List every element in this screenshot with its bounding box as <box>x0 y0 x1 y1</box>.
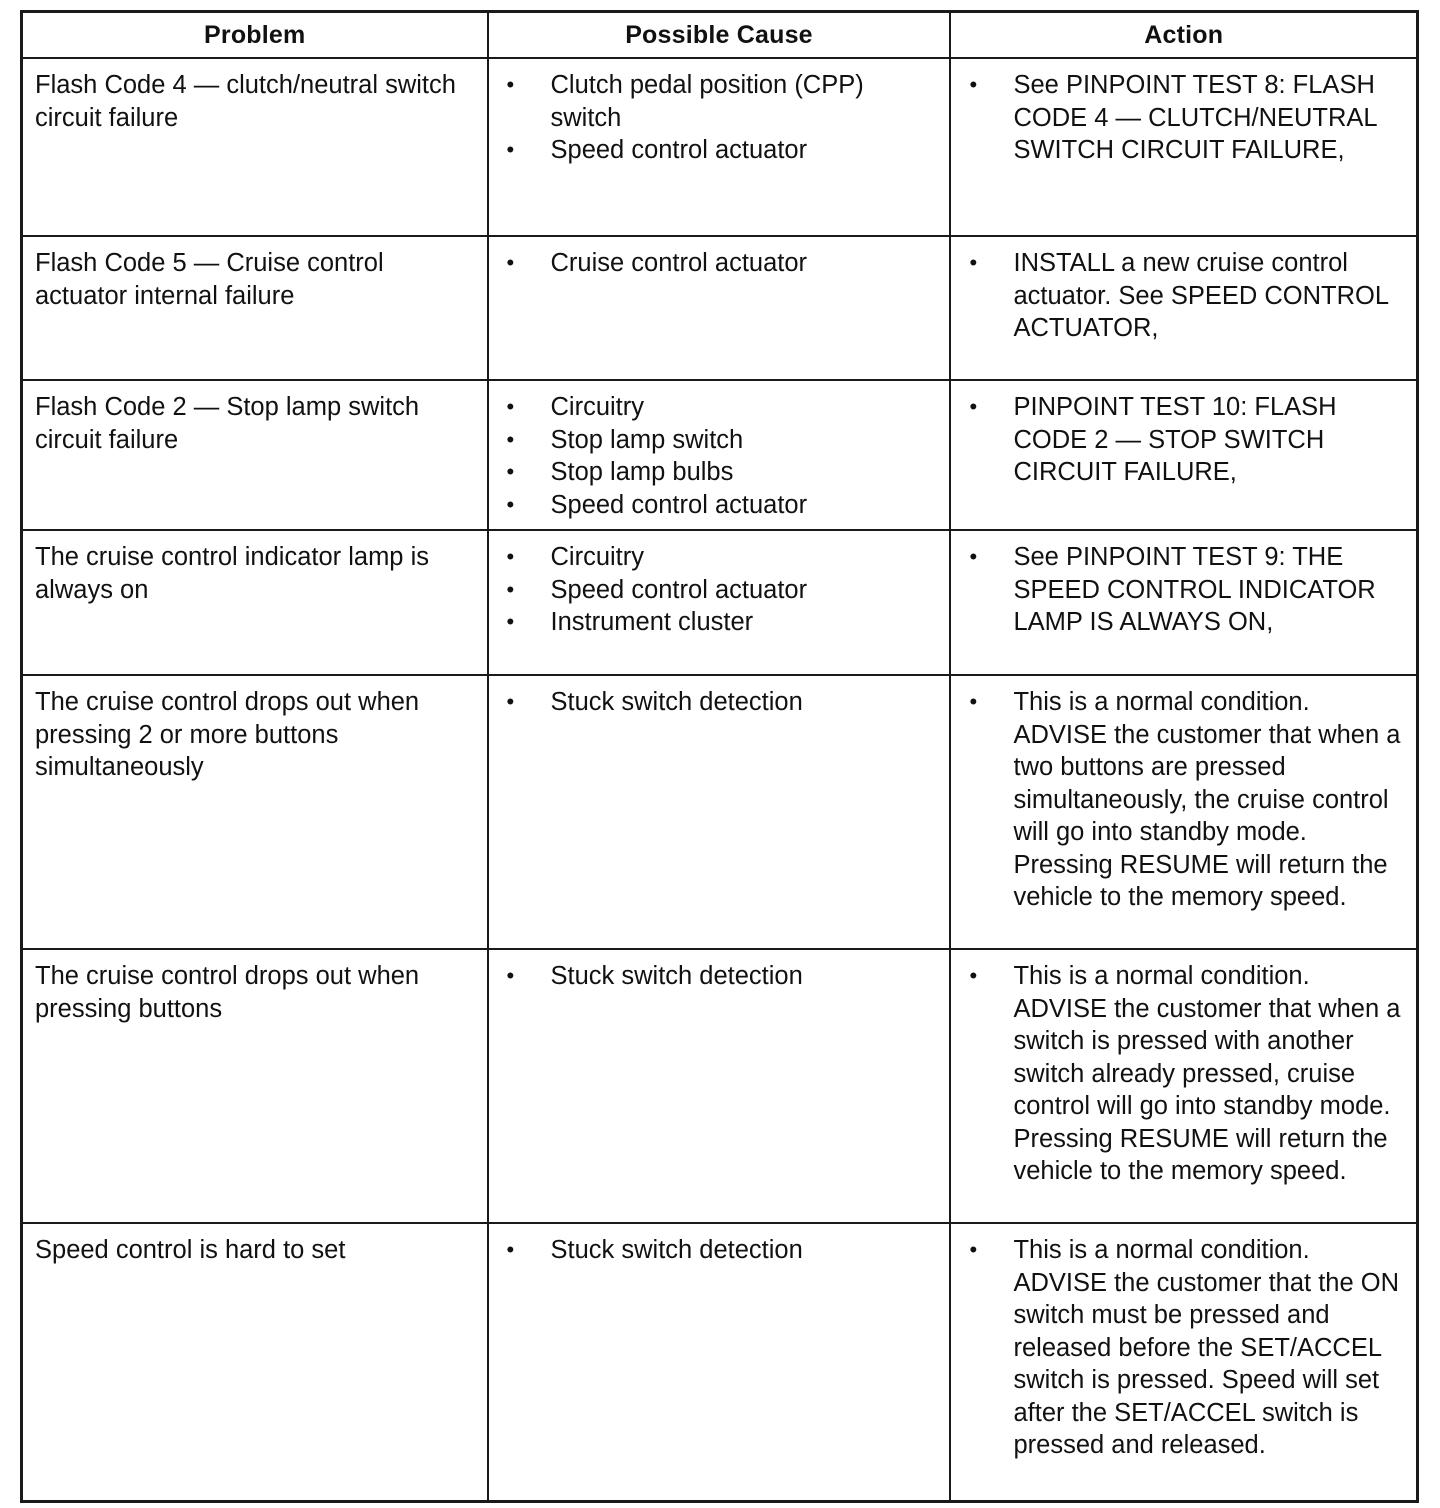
cause-item <box>501 541 940 574</box>
problem-cell <box>22 236 488 380</box>
cause-list <box>489 237 950 288</box>
action-item <box>963 1234 1406 1462</box>
cause-item <box>501 686 940 719</box>
problem-text: Flash Code 4 — clutch/neutral switch circuit failure <box>35 71 456 132</box>
action-item <box>963 391 1406 489</box>
action-cell <box>950 380 1417 530</box>
problem-cell <box>22 530 488 675</box>
table-row <box>22 58 1418 236</box>
table-row <box>22 675 1418 949</box>
bullet-icon: • <box>506 459 515 484</box>
table-row <box>22 949 1418 1223</box>
action-cell <box>950 530 1417 675</box>
bullet-icon: • <box>506 963 515 988</box>
cause-list <box>489 1224 950 1275</box>
bullet-icon: • <box>969 963 978 988</box>
bullet-icon: • <box>969 544 978 569</box>
cause-text: Speed control actuator <box>550 490 808 519</box>
possible-cause-cell <box>488 675 951 949</box>
action-text: PINPOINT TEST 10: FLASH CODE 2 — STOP SWITCH CIRCUIT FAILURE, <box>1013 393 1337 486</box>
cause-item <box>501 391 940 424</box>
cause-item <box>501 606 940 639</box>
problem-cell <box>22 58 488 236</box>
action-list <box>951 1224 1416 1470</box>
cause-item <box>501 424 940 457</box>
cause-item <box>501 134 940 167</box>
problem-text: Speed control is hard to set <box>35 1236 346 1264</box>
action-item <box>963 960 1406 1188</box>
problem-cell <box>22 675 488 949</box>
bullet-icon: • <box>506 544 515 569</box>
cause-text: Stuck switch detection <box>550 688 803 716</box>
problem-cell <box>22 380 488 530</box>
cause-item <box>501 960 940 993</box>
problem-text: The cruise control drops out when pressing buttons <box>35 962 420 1023</box>
action-text: INSTALL a new cruise control actuator. See SPEED CONTROL ACTUATOR, <box>1013 249 1389 342</box>
cause-text: Circuitry <box>550 543 644 571</box>
problem-text: The cruise control drops out when pressing 2 or more buttons simultaneously <box>35 688 420 781</box>
cause-item <box>501 489 940 522</box>
cause-text: Cruise control actuator <box>550 249 808 277</box>
action-cell <box>950 1223 1417 1501</box>
possible-cause-cell <box>488 1223 951 1501</box>
table-body <box>22 58 1418 1501</box>
cause-text: Stuck switch detection <box>550 1236 803 1264</box>
cause-text: Stop lamp bulbs <box>550 458 734 486</box>
cause-text: Speed control actuator <box>550 575 808 604</box>
table-row <box>22 380 1418 530</box>
possible-cause-cell <box>488 380 951 530</box>
cause-item <box>501 1234 940 1267</box>
action-text: This is a normal condition. ADVISE the customer that the ON switch must be pressed and released before the SET/ACCEL switch is pressed. Speed will set after the SET/ACCEL switch is pressed and released. <box>1013 1236 1399 1459</box>
symptom-chart-table <box>20 10 1419 1503</box>
cause-item <box>501 456 940 489</box>
bullet-icon: • <box>506 426 515 452</box>
cause-item <box>501 247 940 280</box>
action-list <box>951 381 1416 497</box>
cause-list <box>489 676 950 727</box>
bullet-icon: • <box>506 689 515 714</box>
action-cell <box>950 949 1417 1223</box>
action-cell <box>950 675 1417 949</box>
bullet-icon: • <box>506 394 515 419</box>
cause-list <box>489 59 950 175</box>
bullet-icon: • <box>969 1237 978 1262</box>
cause-item <box>501 574 940 607</box>
problem-text: Flash Code 2 — Stop lamp switch circuit failure <box>35 393 420 454</box>
problem-cell <box>22 1223 488 1501</box>
problem-text: Flash Code 5 — Cruise control actuator internal failure <box>35 249 384 310</box>
action-item <box>963 247 1406 345</box>
header-row <box>22 12 1418 59</box>
problem-header: Problem <box>22 12 488 59</box>
bullet-icon: • <box>506 250 515 275</box>
bullet-icon: • <box>506 576 515 602</box>
cause-text: Stop lamp switch <box>550 425 744 454</box>
bullet-icon: • <box>506 72 515 97</box>
action-list <box>951 950 1416 1196</box>
bullet-icon: • <box>506 137 515 162</box>
bullet-icon: • <box>969 394 978 419</box>
cause-text: Circuitry <box>550 393 644 421</box>
cause-item <box>501 69 940 134</box>
bullet-icon: • <box>506 1237 515 1262</box>
action-list <box>951 676 1416 922</box>
cause-text: Instrument cluster <box>550 608 754 636</box>
diagnostic-table-sheet <box>20 10 1419 1498</box>
action-cell <box>950 236 1417 380</box>
cause-text: Clutch pedal position (CPP) switch <box>550 71 864 132</box>
cause-list <box>489 381 950 529</box>
bullet-icon: • <box>969 250 978 275</box>
action-text: See PINPOINT TEST 8: FLASH CODE 4 — CLUTCH/NEUTRAL SWITCH CIRCUIT FAILURE, <box>1013 71 1377 164</box>
action-list <box>951 59 1416 175</box>
possible-cause-header: Possible Cause <box>488 12 951 59</box>
possible-cause-cell <box>488 530 951 675</box>
action-cell <box>950 58 1417 236</box>
action-text: This is a normal condition. ADVISE the customer that when a switch is pressed with another switch already pressed, cruise control will go into standby mode. Pressing RESUME will return the vehicle to the memory speed. <box>1013 962 1401 1185</box>
possible-cause-cell <box>488 58 951 236</box>
action-list <box>951 531 1416 647</box>
possible-cause-cell <box>488 949 951 1223</box>
bullet-icon: • <box>969 689 978 714</box>
action-list <box>951 237 1416 353</box>
action-text: This is a normal condition. ADVISE the customer that when a two buttons are pressed simultaneously, the cruise control will go into standby mode. Pressing RESUME will return the vehicle to the memory speed. <box>1013 688 1401 911</box>
table-row <box>22 236 1418 380</box>
table-row <box>22 530 1418 675</box>
cause-list <box>489 531 950 647</box>
action-header: Action <box>950 12 1417 59</box>
cause-text: Stuck switch detection <box>550 962 803 990</box>
action-text: See PINPOINT TEST 9: THE SPEED CONTROL INDICATOR LAMP IS ALWAYS ON, <box>1013 543 1376 636</box>
possible-cause-cell <box>488 236 951 380</box>
cause-text: Speed control actuator <box>550 136 808 164</box>
bullet-icon: • <box>506 491 515 517</box>
cause-list <box>489 950 950 1001</box>
problem-text: The cruise control indicator lamp is always on <box>35 543 429 604</box>
action-item <box>963 541 1406 639</box>
table-row <box>22 1223 1418 1501</box>
bullet-icon: • <box>506 609 515 634</box>
bullet-icon: • <box>969 72 978 97</box>
action-item <box>963 69 1406 167</box>
action-item <box>963 686 1406 914</box>
problem-cell <box>22 949 488 1223</box>
